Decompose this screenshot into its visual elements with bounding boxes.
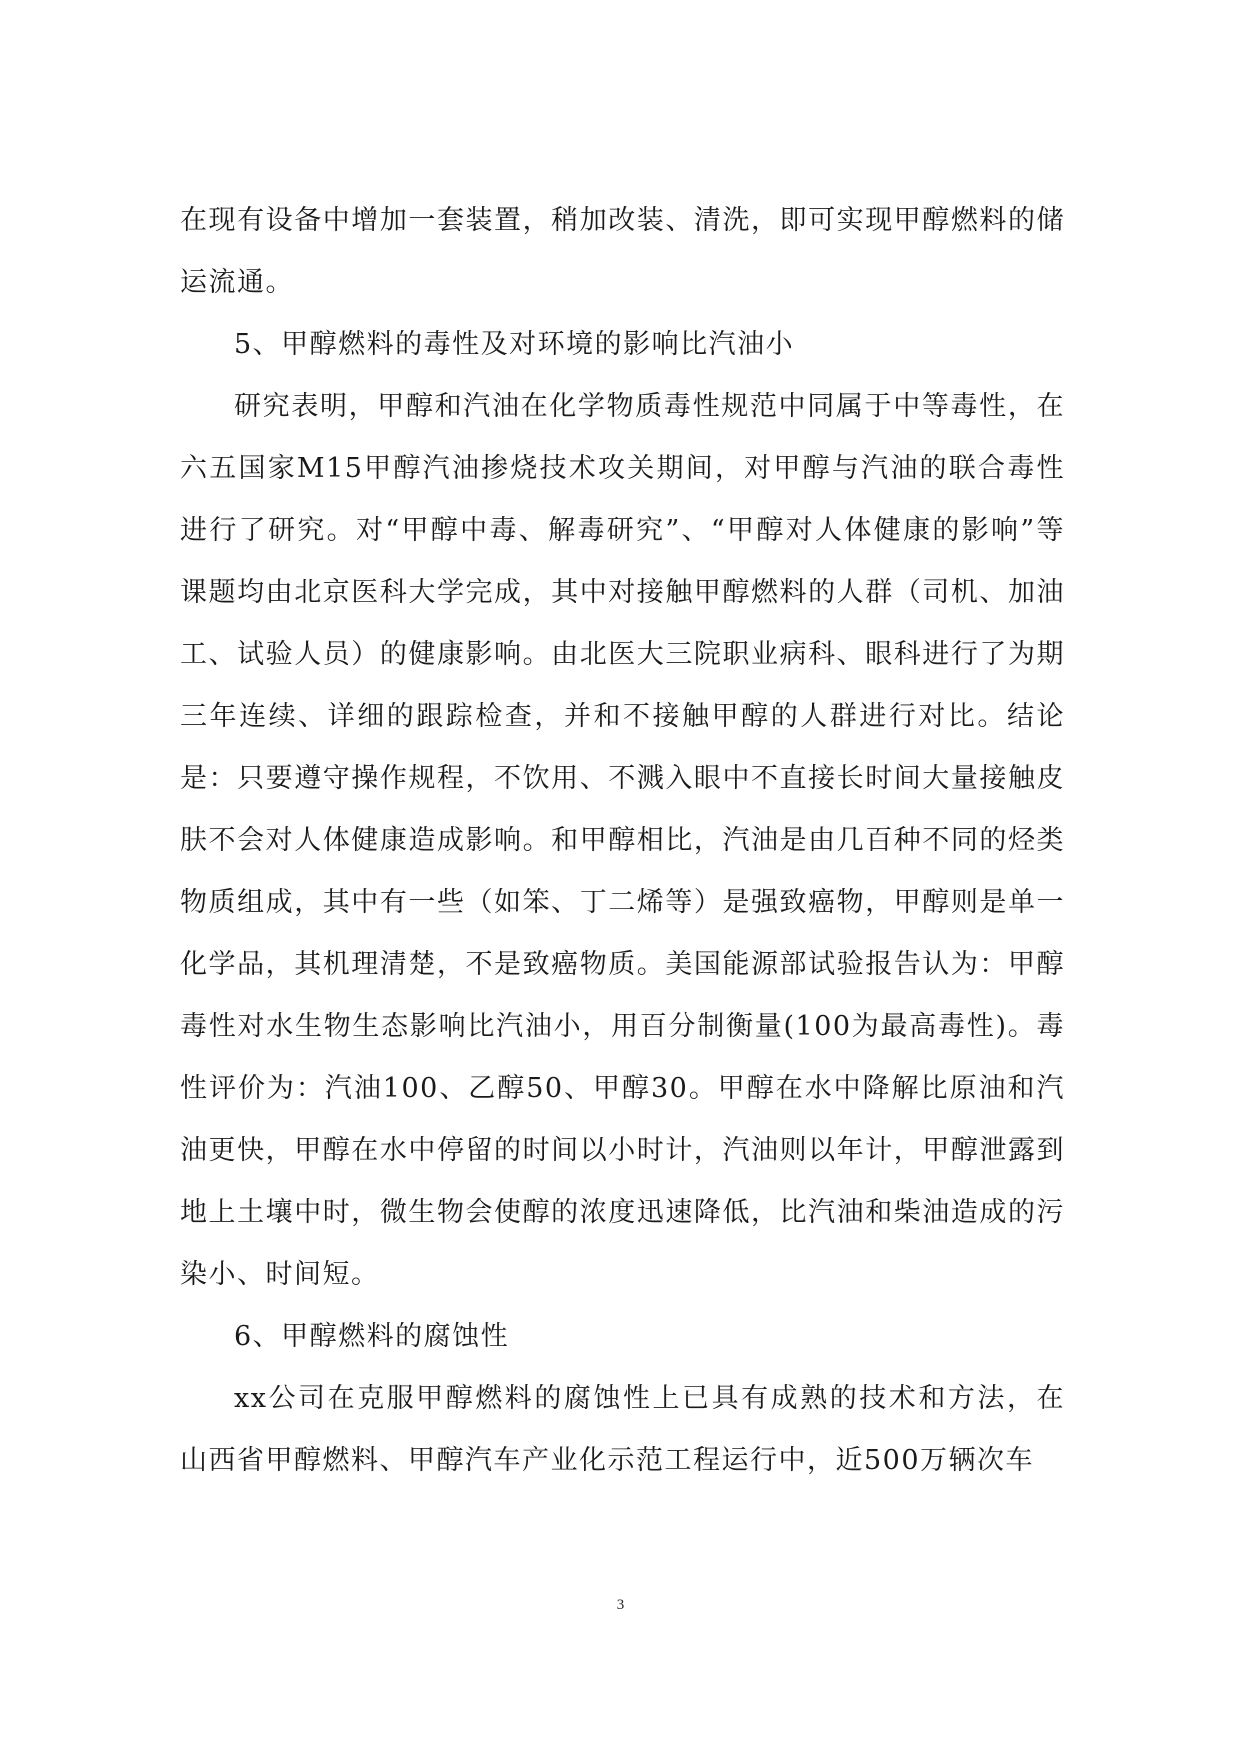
- corrosion-paragraph: xx公司在克服甲醇燃料的腐蚀性上已具有成熟的技术和方法，在山西省甲醇燃料、甲醇汽车产业化示范工程运行中，近500万辆次车: [180, 1383, 1065, 1476]
- section-heading-corrosion: 6、甲醇燃料的腐蚀性: [234, 1321, 510, 1352]
- toxicity-paragraph: 研究表明，甲醇和汽油在化学物质毒性规范中同属于中等毒性，在六五国家M15甲醇汽油掺烧技术攻关期间，对甲醇与汽油的联合毒性进行了研究。对“甲醇中毒、解毒研究”、“甲醇对人体健康的影响”等课题均由北京医科大学完成，其中对接触甲醇燃料的人群（司机、加油工、试验人员）的健康影响。由北医大三院职业病科、眼科进行了为期三年连续、详细的跟踪检查，并和不接触甲醇的人群进行对比。结论是：只要遵守操作规程，不饮用、不溅入眼中不直接长时间大量接触皮肤不会对人体健康造成影响。和甲醇相比，汽油是由几百种不同的烃类物质组成，其中有一些（如笨、丁二烯等）是强致癌物，甲醇则是单一化学品，其机理清楚，不是致癌物质。美国能源部试验报告认为：甲醇毒性对水生物生态影响比汽油小，用百分制衡量(100为最高毒性)。毒性评价为：汽油100、乙醇50、甲醇30。甲醇在水中降解比原油和汽油更快，甲醇在水中停留的时间以小时计，汽油则以年计，甲醇泄露到地上土壤中时，微生物会使醇的浓度迅速降低，比汽油和柴油造成的污染小、时间短。: [180, 391, 1065, 1290]
- section-heading-toxicity: 5、甲醇燃料的毒性及对环境的影响比汽油小: [234, 329, 795, 360]
- continuation-paragraph: 在现有设备中增加一套装置，稍加改装、清洗，即可实现甲醇燃料的储运流通。: [180, 205, 1065, 298]
- document-body: [180, 190, 1065, 1492]
- page-number: 3: [616, 1597, 625, 1613]
